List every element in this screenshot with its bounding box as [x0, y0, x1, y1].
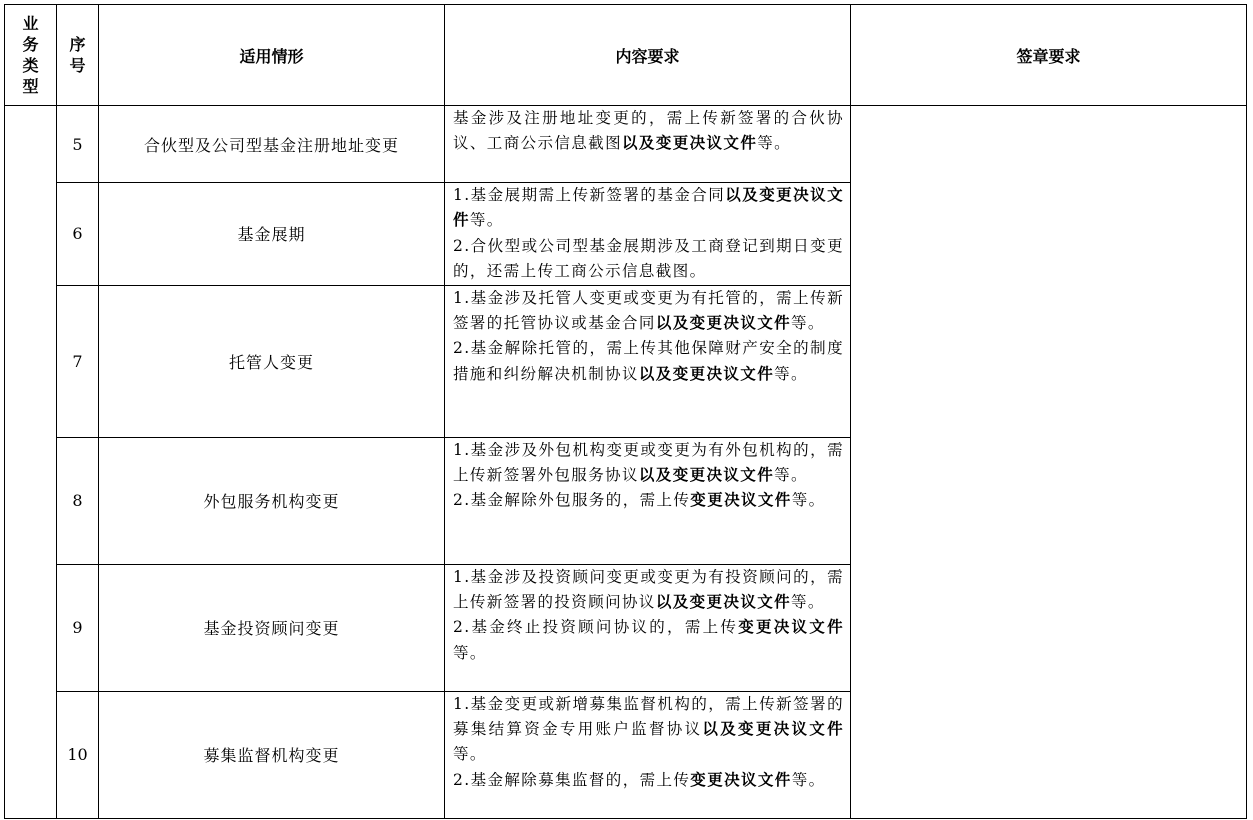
header-seq — [57, 5, 99, 106]
text-run: 2.基金解除募集监督的，需上传 — [453, 770, 691, 789]
situation-cell: 基金投资顾问变更 — [99, 564, 445, 691]
text-run: 基金涉及注册地址变更的，需上传新签署的合伙协议、工商公示信息截图 — [453, 109, 844, 153]
content-paragraph — [453, 488, 844, 513]
text-run: 等。 — [791, 491, 826, 510]
content-paragraph — [453, 438, 844, 489]
text-run: 等。 — [774, 364, 808, 383]
text-run: 1.基金变更或新增募集监督机构的，需上传新签署的募集结算资金专用账户监督协议 — [453, 694, 844, 739]
bold-text-run: 以及变更决议文件 — [453, 186, 844, 230]
header-business-type-char: 务 — [22, 35, 39, 54]
header-business-type-char: 业 — [22, 14, 39, 33]
content-paragraph — [453, 768, 844, 793]
bold-text-run: 以及变更决议文件 — [622, 134, 758, 153]
bold-text-run: 以及变更决议文件 — [655, 314, 792, 333]
header-seq-char: 号 — [69, 56, 86, 75]
bold-text-run: 以及变更决议文件 — [655, 593, 792, 612]
content-paragraph — [453, 615, 844, 666]
text-run: 1.基金涉及投资顾问变更或变更为有投资顾问的，需上传新签署的投资顾问协议 — [453, 567, 844, 612]
content-cell — [445, 183, 851, 286]
text-run: 等。 — [453, 643, 487, 662]
table-row — [5, 106, 1247, 183]
content-cell — [445, 106, 851, 183]
text-run: 2.合伙型或公司型基金展期涉及工商登记到期日变更的，还需上传工商公示信息截图。 — [453, 236, 844, 281]
text-run: 等。 — [791, 770, 826, 789]
content-cell — [445, 564, 851, 691]
text-run: 等。 — [453, 745, 487, 764]
seq-cell: 10 — [57, 691, 99, 818]
header-business-type-char: 型 — [22, 77, 39, 96]
text-run: 2.基金解除托管的，需上传其他保障财产安全的制度措施和纠纷解决机制协议 — [453, 339, 844, 383]
content-paragraph — [453, 183, 844, 234]
text-run: 等。 — [791, 314, 825, 333]
content-cell — [445, 285, 851, 437]
text-run: 1.基金涉及外包机构变更或变更为有外包机构的，需上传新签署外包服务协议 — [453, 440, 844, 485]
bold-text-run: 以及变更决议文件 — [702, 720, 845, 739]
seq-cell: 5 — [57, 106, 99, 183]
bold-text-run: 变更决议文件 — [738, 618, 844, 637]
situation-cell: 基金展期 — [99, 183, 445, 286]
header-row — [5, 5, 1247, 106]
header-situation: 适用情形 — [99, 5, 445, 106]
seq-cell: 6 — [57, 183, 99, 286]
requirements-table — [4, 4, 1247, 819]
text-run: 1.基金展期需上传新签署的基金合同 — [453, 186, 726, 204]
situation-cell: 托管人变更 — [99, 285, 445, 437]
seq-cell: 8 — [57, 437, 99, 564]
seq-cell: 9 — [57, 564, 99, 691]
header-business-type-char: 类 — [22, 56, 39, 75]
content-paragraph — [453, 565, 844, 616]
text-run: 1.基金涉及托管人变更或变更为有托管的，需上传新签署的托管协议或基金合同 — [453, 288, 844, 333]
header-seal: 签章要求 — [851, 5, 1247, 106]
situation-cell: 合伙型及公司型基金注册地址变更 — [99, 106, 445, 183]
content-paragraph — [453, 692, 844, 768]
situation-cell: 募集监督机构变更 — [99, 691, 445, 818]
text-run: 等。 — [774, 466, 808, 485]
bold-text-run: 以及变更决议文件 — [638, 364, 775, 383]
header-content: 内容要求 — [445, 5, 851, 106]
bold-text-run: 变更决议文件 — [690, 770, 792, 789]
seal-cell — [851, 106, 1247, 819]
content-paragraph — [453, 286, 844, 337]
text-run: 等。 — [757, 134, 792, 153]
bold-text-run: 以及变更决议文件 — [638, 466, 775, 485]
text-run: 等。 — [469, 211, 504, 230]
text-run: 等。 — [791, 593, 825, 612]
content-paragraph — [453, 106, 844, 157]
business-type-cell — [5, 106, 57, 819]
content-paragraph — [453, 336, 844, 387]
content-cell — [445, 437, 851, 564]
seq-cell: 7 — [57, 285, 99, 437]
content-cell — [445, 691, 851, 818]
situation-cell: 外包服务机构变更 — [99, 437, 445, 564]
text-run: 2.基金解除外包服务的，需上传 — [453, 491, 691, 510]
header-business-type — [5, 5, 57, 106]
bold-text-run: 变更决议文件 — [690, 491, 792, 510]
header-seq-char: 序 — [69, 35, 86, 54]
content-paragraph — [453, 234, 844, 285]
text-run: 2.基金终止投资顾问协议的，需上传 — [453, 618, 739, 637]
